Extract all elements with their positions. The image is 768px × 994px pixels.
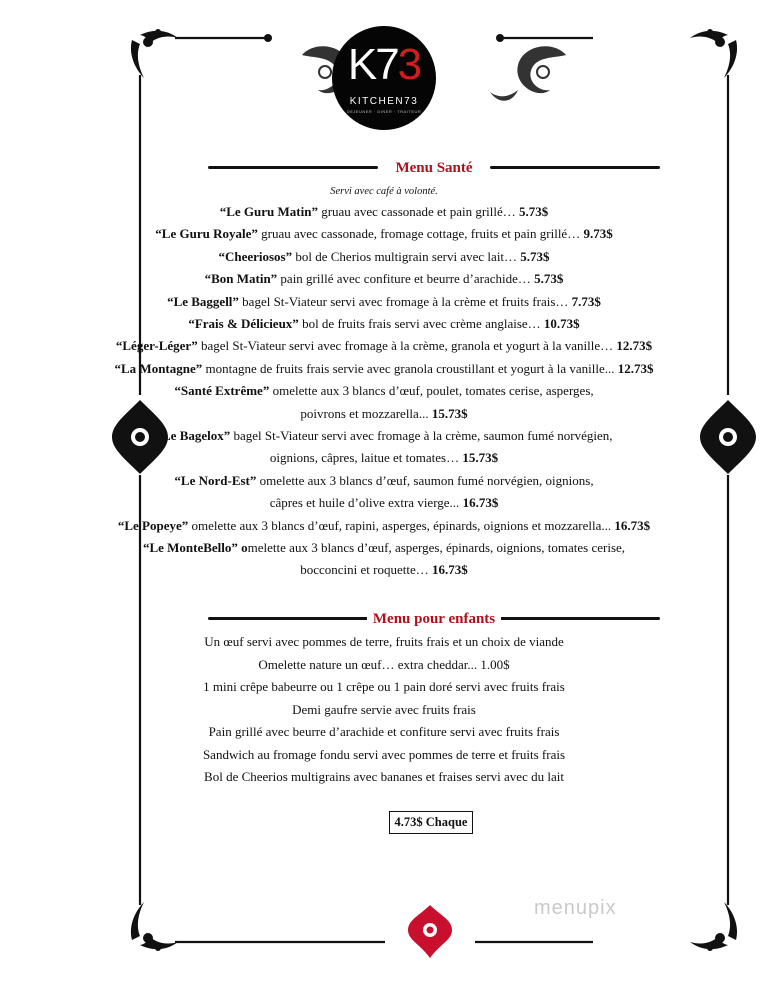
menu-item	[0, 380, 768, 402]
menu-item	[0, 223, 768, 245]
menu-item-name: “Le Guru Matin”	[219, 204, 318, 219]
menu-item-desc: bol de fruits frais servi avec crème anglaise…	[298, 316, 544, 331]
menu-item-price: 5.73$	[519, 204, 549, 219]
menu-item	[0, 246, 768, 268]
menu-item-name: “La Montagne”	[114, 360, 203, 376]
menu-item	[0, 201, 768, 223]
menu-item-desc: bol de Cherios multigrain servi avec lait…	[292, 248, 521, 264]
menu-item-price: 16.73$	[614, 517, 651, 533]
menu-item-name: “Le MonteBello” o	[142, 540, 248, 555]
restaurant-logo	[332, 26, 436, 130]
menu-item-desc-cont: poivrons et mozzarella...	[300, 405, 432, 421]
kids-menu-item: Omelette nature un œuf… extra cheddar... 1.00$	[258, 656, 510, 672]
menu-item-name: “Le Bagelox”	[155, 428, 231, 443]
menu-item-price: 12.73$	[617, 360, 654, 376]
menu-item	[0, 291, 768, 313]
menu-item	[0, 425, 768, 447]
menu-item	[0, 358, 768, 380]
kids-menu-item: 1 mini crêpe babeurre ou 1 crêpe ou 1 pain doré servi avec fruits frais	[203, 679, 565, 694]
menu-item-name: “Santé Extrême”	[174, 383, 270, 399]
menu-item-desc: bagel St-Viateur servi avec fromage à la crème, granola et yogurt à la vanille…	[197, 338, 617, 354]
section-header-menu-enfants	[200, 609, 668, 629]
menu-item-continued	[0, 492, 768, 514]
menu-item-continued	[0, 403, 768, 425]
menu-item-desc: bagel St-Viateur servi avec fromage à la crème et fruits frais…	[238, 293, 572, 309]
logo-mark: K73	[347, 40, 421, 89]
menu-item-desc: pain grillé avec confiture et beurre d’arachide…	[277, 271, 535, 287]
kids-menu-item: Bol de Cheerios multigrains avec bananes et fraises servi avec du lait	[204, 769, 564, 784]
corner-ornament-bl	[131, 902, 178, 951]
menu-item-desc-cont: bocconcini et roquette…	[300, 562, 432, 578]
section-title: Menu Santé	[389, 158, 478, 178]
menu-item-name: “Le Guru Royale”	[155, 226, 258, 242]
menu-item-price: 16.73$	[462, 495, 499, 511]
menu-item-name: “Le Nord-Est”	[174, 472, 257, 488]
menu-item-name: “Le Popeye”	[117, 517, 189, 533]
menu-item-price: 7.73$	[571, 293, 601, 309]
bottom-ornament	[408, 905, 452, 958]
section-subtitle: Servi avec café à volonté.	[330, 186, 438, 197]
watermark: menupix	[534, 897, 617, 919]
kids-menu-item: Demi gaufre servie avec fruits frais	[292, 701, 476, 717]
menu-item-desc: melette aux 3 blancs d’œuf, asperges, épinards, oignions, tomates cerise,	[247, 540, 626, 555]
menu-item-desc: bagel St-Viateur servi avec fromage à la crème, saumon fumé norvégien,	[230, 428, 613, 443]
menu-item-price: 12.73$	[616, 338, 653, 354]
menu-item	[0, 515, 768, 537]
menu-item	[0, 470, 768, 492]
menu-item-name: “Léger-Léger”	[115, 338, 198, 354]
menu-item-desc: gruau avec cassonade, fromage cottage, fruits et pain grillé…	[257, 226, 584, 242]
kids-menu-item: Sandwich au fromage fondu servi avec pommes de terre et fruits frais	[202, 746, 566, 762]
menu-item-name: “Bon Matin”	[204, 271, 278, 287]
menu-item-price: 16.73$	[432, 562, 468, 578]
menu-item-price: 5.73$	[534, 271, 564, 287]
menu-item-price: 15.73$	[462, 450, 499, 466]
menu-item	[0, 268, 768, 290]
section-header-menu-sante	[200, 158, 668, 178]
menu-item-desc: omelette aux 3 blancs d’œuf, rapini, asperges, épinards, oignions et mozzarella...	[188, 517, 615, 533]
menu-item-desc: omelette aux 3 blancs d’œuf, saumon fumé norvégien, oignions,	[256, 472, 594, 488]
section-title: Menu pour enfants	[367, 609, 501, 629]
corner-ornament-tl	[131, 29, 272, 78]
menu-item	[0, 335, 768, 357]
menu-item-desc: omelette aux 3 blancs d’œuf, poulet, tomates cerise, asperges,	[269, 383, 594, 399]
logo-tagline: DEJEUNER · DINER · TRAITEUR	[346, 109, 422, 114]
menu-item	[0, 313, 768, 335]
kids-menu-item: Un œuf servi avec pommes de terre, fruits frais et un choix de viande	[204, 634, 564, 649]
corner-ornament-br	[690, 902, 737, 951]
kids-menu-item: Pain grillé avec beurre d’arachide et confiture servi avec fruits frais	[208, 724, 560, 739]
menu-item-name: “Le Baggell”	[167, 293, 239, 309]
menu-item-desc: gruau avec cassonade et pain grillé…	[317, 204, 520, 219]
menu-item-price: 15.73$	[431, 405, 468, 421]
menu-item-name: “Frais & Délicieux”	[188, 316, 299, 331]
menu-item-continued	[0, 559, 768, 581]
top-swirl-right	[490, 46, 566, 100]
menu-item-desc-cont: câpres et huile d’olive extra vierge...	[269, 495, 463, 511]
menu-item	[0, 537, 768, 559]
menu-item-price: 10.73$	[543, 316, 580, 331]
menu-item-continued	[0, 447, 768, 469]
kids-price-badge: 4.73$ Chaque	[389, 811, 473, 834]
logo-name: KITCHEN73	[349, 96, 419, 107]
menu-item-price: 5.73$	[520, 248, 550, 264]
menu-item-name: “Cheeriosos”	[218, 248, 293, 264]
menu-item-desc-cont: oignions, câpres, laitue et tomates…	[269, 450, 463, 466]
menu-item-desc: montagne de fruits frais servie avec granola croustillant et yogurt à la vanille...	[202, 360, 618, 376]
menu-item-price: 9.73$	[583, 226, 613, 242]
